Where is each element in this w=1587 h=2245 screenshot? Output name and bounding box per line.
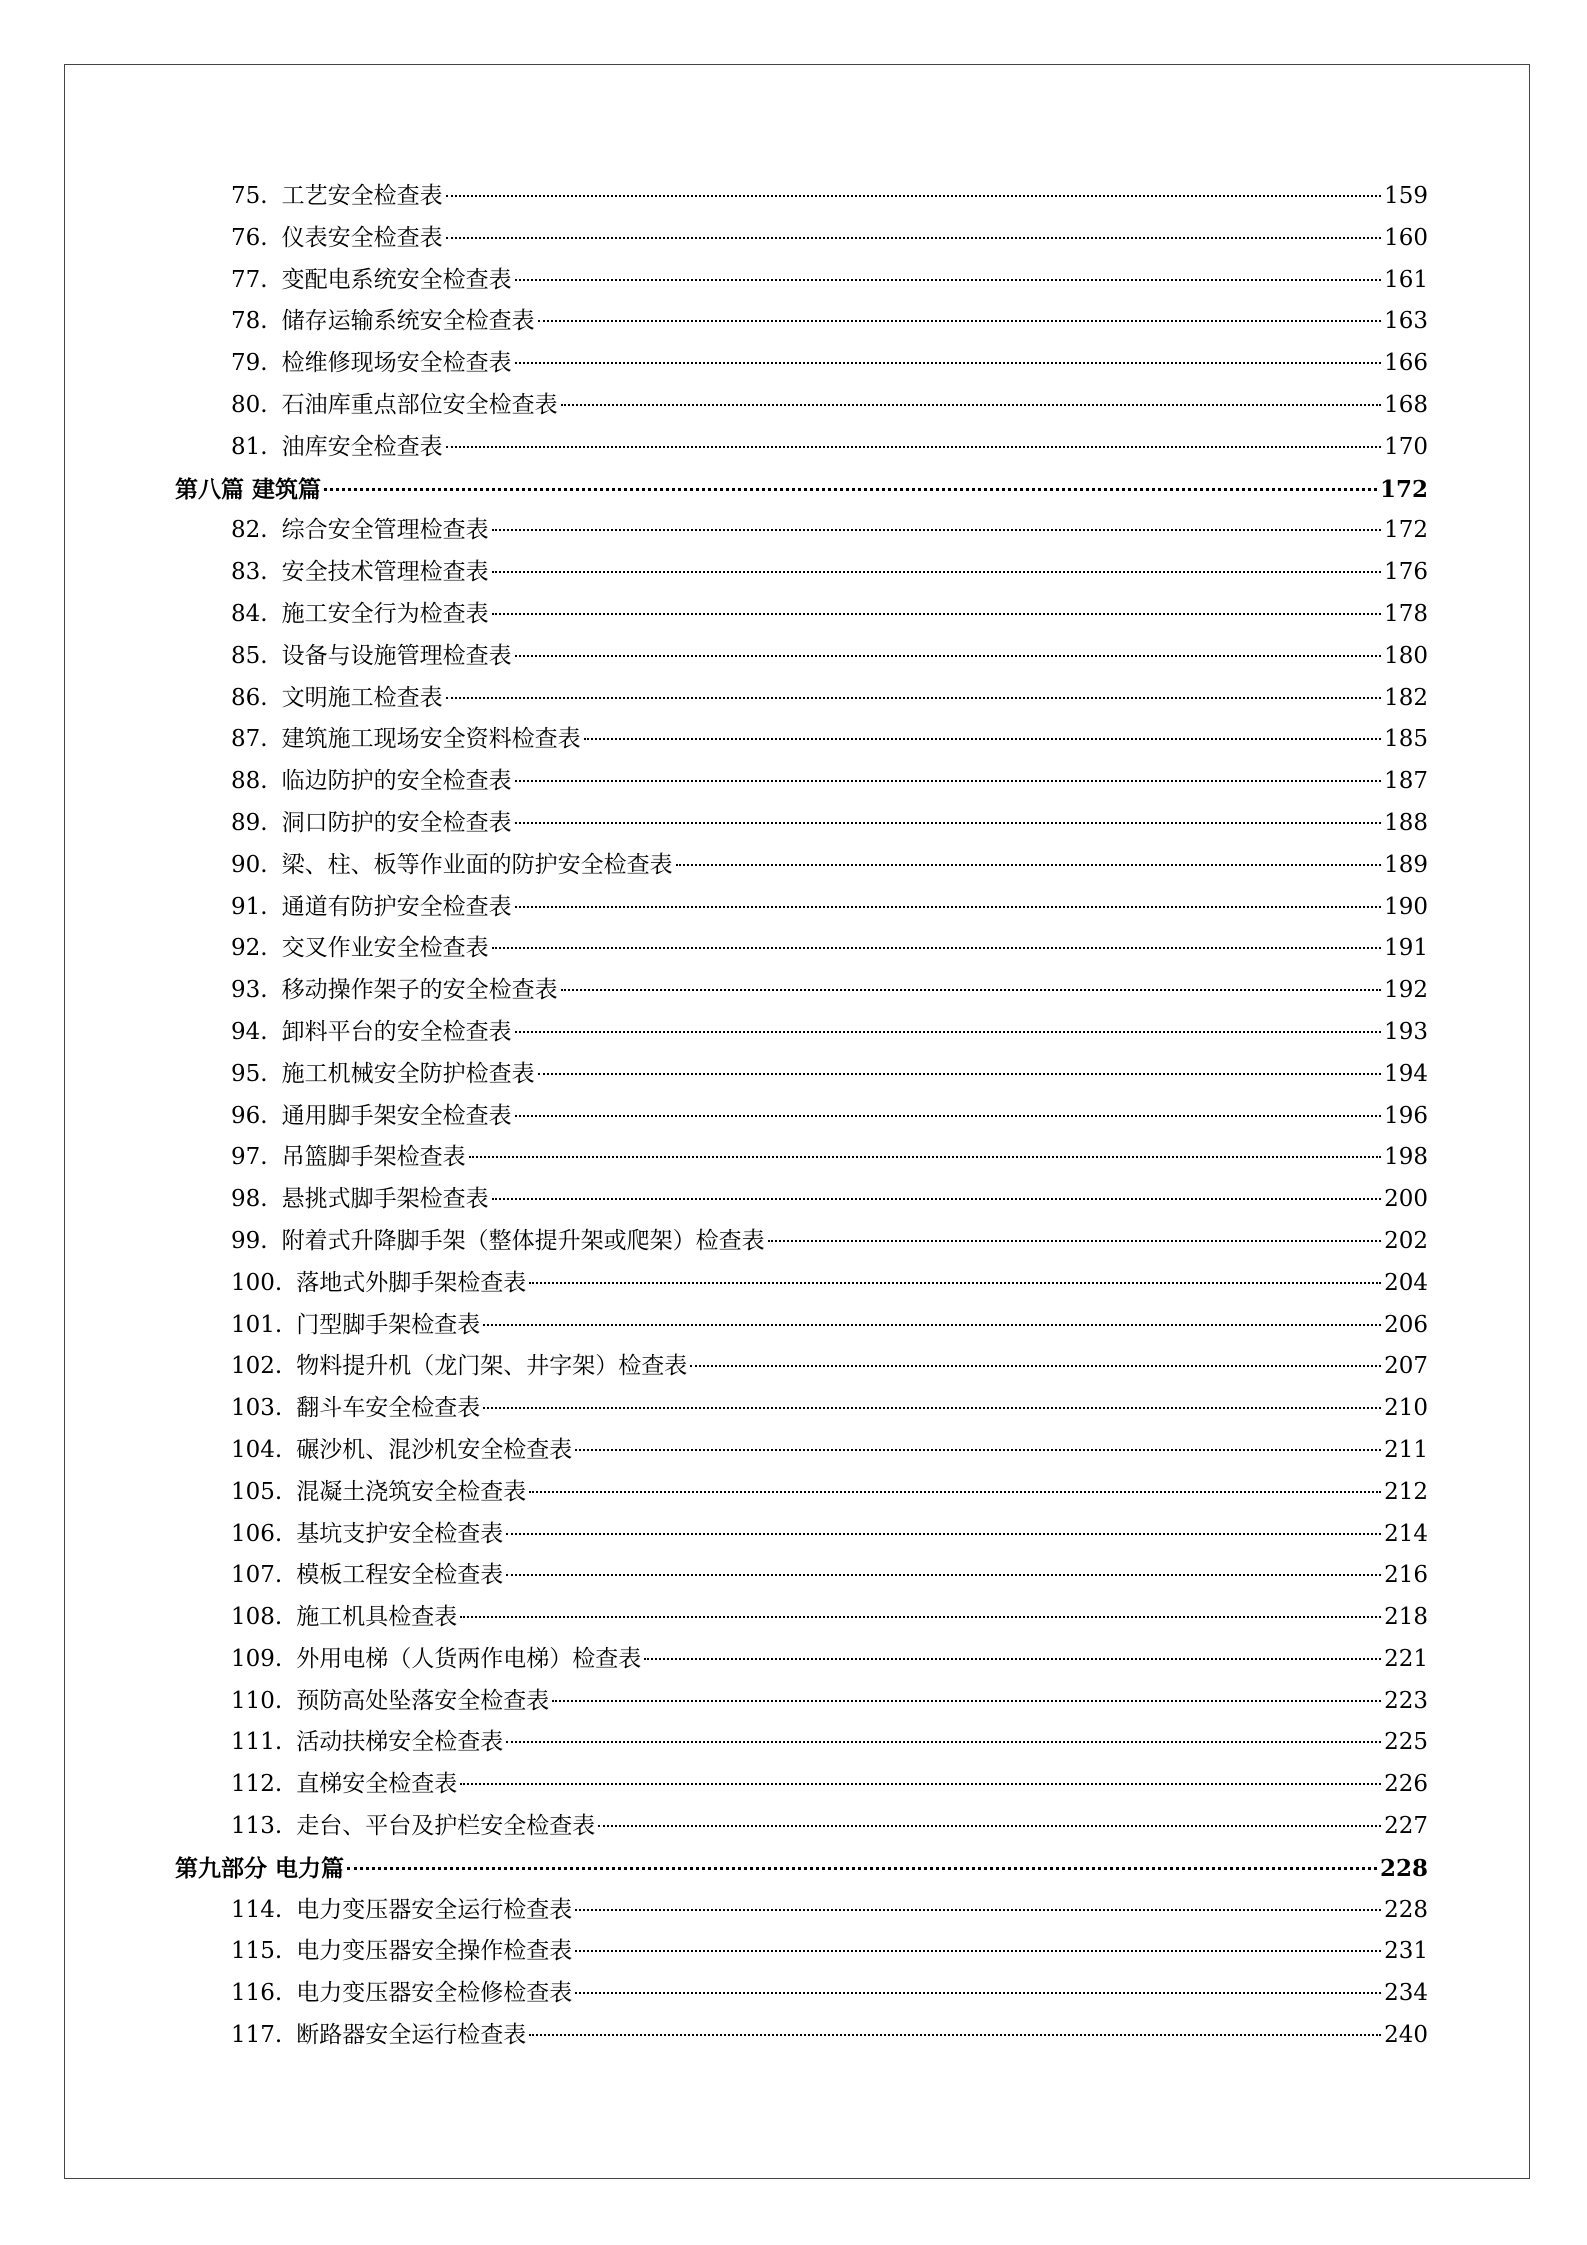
- toc-entry-title: 建筑施工现场安全资料检查表: [281, 726, 581, 753]
- toc-entry-title: 通用脚手架安全检查表: [281, 1102, 512, 1129]
- toc-page-number: 226: [1384, 1771, 1428, 1798]
- toc-entry[interactable]: [175, 510, 1428, 552]
- toc-page-number: 225: [1384, 1729, 1428, 1756]
- dot-leader: [506, 1574, 1381, 1576]
- dot-leader: [492, 947, 1382, 949]
- toc-entry-number: 94.: [231, 1018, 268, 1045]
- toc-entry-title: 交叉作业安全检查表: [281, 935, 489, 962]
- dot-leader: [515, 362, 1382, 364]
- toc-entry[interactable]: [175, 1890, 1428, 1932]
- toc-entry-title: 临边防护的安全检查表: [281, 768, 512, 795]
- toc-entry[interactable]: [175, 803, 1428, 845]
- toc-entry-number: 76.: [231, 224, 268, 251]
- toc-page-number: 214: [1384, 1520, 1428, 1547]
- table-of-contents: [175, 176, 1428, 2057]
- toc-entry-title: 洞口防护的安全检查表: [281, 809, 512, 836]
- toc-entry[interactable]: [175, 1388, 1428, 1430]
- toc-entry-title: 活动扶梯安全检查表: [296, 1729, 504, 1756]
- dot-leader: [515, 279, 1382, 281]
- toc-entry[interactable]: [175, 1221, 1428, 1263]
- dot-leader: [690, 1365, 1381, 1367]
- toc-entry[interactable]: [175, 1472, 1428, 1514]
- toc-entry[interactable]: [175, 1931, 1428, 1973]
- toc-entry-title: 第九部分 电力篇: [175, 1854, 345, 1882]
- toc-page-number: 163: [1384, 308, 1428, 335]
- toc-page-number: 206: [1384, 1311, 1428, 1338]
- toc-entry-title: 施工机械安全防护检查表: [281, 1060, 535, 1087]
- toc-page-number: 194: [1384, 1060, 1428, 1087]
- dot-leader: [529, 1491, 1381, 1493]
- dot-leader: [575, 1909, 1381, 1911]
- toc-entry-title: 工艺安全检查表: [281, 183, 443, 209]
- dot-leader: [529, 2034, 1381, 2036]
- toc-page-number: 172: [1384, 517, 1428, 544]
- toc-entry-number: 96.: [231, 1102, 268, 1129]
- toc-entry[interactable]: [175, 1430, 1428, 1472]
- toc-entry[interactable]: [175, 552, 1428, 594]
- dot-leader: [584, 738, 1382, 740]
- dot-leader: [768, 1240, 1382, 1242]
- toc-entry-number: 113.: [231, 1813, 283, 1840]
- toc-entry-number: 112.: [231, 1771, 283, 1798]
- toc-entry-title: 储存运输系统安全检查表: [281, 308, 535, 335]
- toc-entry-title: 走台、平台及护栏安全检查表: [296, 1813, 596, 1840]
- toc-entry[interactable]: [175, 427, 1428, 469]
- toc-page-number: 182: [1384, 684, 1428, 711]
- toc-entry[interactable]: [175, 385, 1428, 427]
- toc-entry-number: 75.: [231, 183, 268, 209]
- toc-entry-number: 87.: [231, 726, 268, 753]
- toc-entry-number: 83.: [231, 559, 268, 586]
- dot-leader: [515, 906, 1382, 908]
- toc-entry[interactable]: [175, 1305, 1428, 1347]
- toc-page-number: 204: [1384, 1269, 1428, 1296]
- toc-entry[interactable]: [175, 1096, 1428, 1138]
- toc-entry[interactable]: [175, 1012, 1428, 1054]
- toc-entry-number: 91.: [231, 893, 268, 920]
- toc-page-number: 223: [1384, 1687, 1428, 1714]
- toc-page-number: 168: [1384, 391, 1428, 418]
- toc-entry[interactable]: [175, 761, 1428, 803]
- toc-entry-title: 设备与设施管理检查表: [281, 642, 512, 669]
- toc-page-number: 172: [1379, 475, 1428, 503]
- dot-leader: [492, 1198, 1382, 1200]
- toc-entry-title: 基坑支护安全检查表: [296, 1520, 504, 1547]
- toc-entry-number: 101.: [231, 1311, 283, 1338]
- toc-page-number: 170: [1384, 433, 1428, 460]
- toc-entry-title: 安全技术管理检查表: [281, 559, 489, 586]
- toc-entry[interactable]: [175, 594, 1428, 636]
- toc-entry-number: 104.: [231, 1436, 283, 1463]
- toc-page-number: 234: [1384, 1980, 1428, 2007]
- dot-leader: [676, 864, 1382, 866]
- toc-page-number: 159: [1384, 183, 1428, 209]
- toc-page-number: 207: [1384, 1353, 1428, 1380]
- toc-page-number: 161: [1384, 266, 1428, 293]
- dot-leader: [506, 1533, 1381, 1535]
- toc-entry-title: 物料提升机（龙门架、井字架）检查表: [296, 1353, 688, 1380]
- toc-entry-title: 模板工程安全检查表: [296, 1562, 504, 1589]
- toc-entry-title: 电力变压器安全检修检查表: [296, 1980, 573, 2007]
- toc-entry-number: 116.: [231, 1980, 283, 2007]
- toc-entry-number: 98.: [231, 1186, 268, 1213]
- toc-page-number: 200: [1384, 1186, 1428, 1213]
- toc-page-number: 191: [1384, 935, 1428, 962]
- toc-entry-title: 梁、柱、板等作业面的防护安全检查表: [281, 851, 673, 878]
- toc-entry[interactable]: [175, 1263, 1428, 1305]
- toc-entry[interactable]: [175, 1514, 1428, 1556]
- dot-leader: [324, 488, 1377, 491]
- dot-leader: [515, 655, 1382, 657]
- toc-entry[interactable]: [175, 218, 1428, 260]
- toc-entry-number: 78.: [231, 308, 268, 335]
- toc-entry[interactable]: [175, 678, 1428, 720]
- toc-page-number: 216: [1384, 1562, 1428, 1589]
- toc-page-number: 166: [1384, 350, 1428, 377]
- toc-page-number: 240: [1384, 2022, 1428, 2049]
- toc-entry-number: 79.: [231, 350, 268, 377]
- toc-entry-number: 80.: [231, 391, 268, 418]
- toc-entry[interactable]: [175, 1137, 1428, 1179]
- toc-entry-title: 外用电梯（人货两作电梯）检查表: [296, 1645, 642, 1672]
- toc-page-number: 189: [1384, 851, 1428, 878]
- toc-entry-title: 综合安全管理检查表: [281, 517, 489, 544]
- toc-page-number: 202: [1384, 1227, 1428, 1254]
- toc-entry[interactable]: [175, 1681, 1428, 1723]
- dot-leader: [460, 1783, 1381, 1785]
- toc-entry-title: 移动操作架子的安全检查表: [281, 977, 558, 1004]
- toc-entry[interactable]: [175, 845, 1428, 887]
- toc-entry-title: 文明施工检查表: [281, 684, 443, 711]
- dot-leader: [515, 780, 1382, 782]
- toc-page-number: 212: [1384, 1478, 1428, 1505]
- toc-entry-title: 落地式外脚手架检查表: [296, 1269, 527, 1296]
- toc-entry-title: 附着式升降脚手架（整体提升架或爬架）检查表: [281, 1227, 765, 1254]
- toc-entry-title: 直梯安全检查表: [296, 1771, 458, 1798]
- toc-entry[interactable]: [175, 1639, 1428, 1681]
- toc-page-number: 185: [1384, 726, 1428, 753]
- toc-entry-number: 117.: [231, 2022, 283, 2049]
- dot-leader: [446, 237, 1382, 239]
- toc-entry[interactable]: [175, 928, 1428, 970]
- dot-leader: [492, 571, 1382, 573]
- dot-leader: [575, 1950, 1381, 1952]
- toc-entry-number: 89.: [231, 809, 268, 836]
- toc-entry[interactable]: [175, 1806, 1428, 1848]
- toc-page-number: 196: [1384, 1102, 1428, 1129]
- dot-leader: [469, 1156, 1382, 1158]
- toc-page-number: 187: [1384, 768, 1428, 795]
- dot-leader: [506, 1741, 1381, 1743]
- dot-leader: [575, 1992, 1381, 1994]
- toc-entry[interactable]: [175, 1346, 1428, 1388]
- toc-page-number: 160: [1384, 224, 1428, 251]
- dot-leader: [492, 529, 1382, 531]
- toc-entry[interactable]: [175, 176, 1428, 218]
- toc-page-number: 227: [1384, 1813, 1428, 1840]
- dot-leader: [446, 446, 1382, 448]
- toc-entry-number: 95.: [231, 1060, 268, 1087]
- toc-entry[interactable]: [175, 343, 1428, 385]
- toc-entry-title: 预防高处坠落安全检查表: [296, 1687, 550, 1714]
- toc-page-number: 228: [1379, 1854, 1428, 1882]
- toc-entry[interactable]: [175, 970, 1428, 1012]
- dot-leader: [538, 1073, 1382, 1075]
- dot-leader: [492, 613, 1382, 615]
- dot-leader: [515, 1031, 1382, 1033]
- toc-page-number: 176: [1384, 559, 1428, 586]
- toc-entry-title: 电力变压器安全运行检查表: [296, 1896, 573, 1923]
- dot-leader: [561, 404, 1382, 406]
- toc-entry[interactable]: [175, 1722, 1428, 1764]
- dot-leader: [644, 1658, 1381, 1660]
- dot-leader: [347, 1867, 1377, 1870]
- toc-page-number: 228: [1384, 1896, 1428, 1923]
- toc-entry-number: 84.: [231, 600, 268, 627]
- toc-entry[interactable]: [175, 1764, 1428, 1806]
- toc-entry-number: 103.: [231, 1395, 283, 1422]
- toc-entry-title: 门型脚手架检查表: [296, 1311, 481, 1338]
- toc-page-number: 192: [1384, 977, 1428, 1004]
- dot-leader: [598, 1825, 1381, 1827]
- toc-page-number: 211: [1384, 1436, 1428, 1463]
- toc-entry-number: 108.: [231, 1604, 283, 1631]
- toc-page-number: 178: [1384, 600, 1428, 627]
- toc-page-number: 221: [1384, 1645, 1428, 1672]
- toc-page-number: 193: [1384, 1018, 1428, 1045]
- toc-entry-title: 悬挑式脚手架检查表: [281, 1186, 489, 1213]
- toc-entry-title: 卸料平台的安全检查表: [281, 1018, 512, 1045]
- toc-entry-number: 102.: [231, 1353, 283, 1380]
- toc-page-number: 218: [1384, 1604, 1428, 1631]
- toc-section-heading[interactable]: [175, 1848, 1428, 1890]
- dot-leader: [515, 822, 1382, 824]
- dot-leader: [483, 1324, 1381, 1326]
- toc-entry[interactable]: [175, 2015, 1428, 2057]
- toc-entry[interactable]: [175, 1597, 1428, 1639]
- toc-entry-number: 97.: [231, 1144, 268, 1171]
- toc-entry-title: 石油库重点部位安全检查表: [281, 391, 558, 418]
- toc-entry-number: 111.: [231, 1729, 283, 1756]
- toc-entry-title: 油库安全检查表: [281, 433, 443, 460]
- toc-entry-number: 99.: [231, 1227, 268, 1254]
- dot-leader: [538, 320, 1382, 322]
- toc-section-heading[interactable]: [175, 469, 1428, 511]
- dot-leader: [446, 697, 1382, 699]
- toc-entry-number: 81.: [231, 433, 268, 460]
- toc-entry-number: 86.: [231, 684, 268, 711]
- toc-entry[interactable]: [175, 887, 1428, 929]
- toc-entry[interactable]: [175, 1555, 1428, 1597]
- dot-leader: [446, 195, 1382, 197]
- dot-leader: [575, 1449, 1381, 1451]
- toc-entry[interactable]: [175, 636, 1428, 678]
- toc-entry-number: 92.: [231, 935, 268, 962]
- toc-entry[interactable]: [175, 1179, 1428, 1221]
- toc-entry-title: 电力变压器安全操作检查表: [296, 1938, 573, 1965]
- toc-entry[interactable]: [175, 719, 1428, 761]
- toc-entry-number: 85.: [231, 642, 268, 669]
- toc-entry[interactable]: [175, 301, 1428, 343]
- toc-entry-title: 翻斗车安全检查表: [296, 1395, 481, 1422]
- toc-entry-title: 仪表安全检查表: [281, 224, 443, 251]
- toc-entry[interactable]: [175, 260, 1428, 302]
- toc-entry[interactable]: [175, 1054, 1428, 1096]
- toc-entry-number: 110.: [231, 1687, 283, 1714]
- dot-leader: [515, 1115, 1382, 1117]
- toc-entry-number: 107.: [231, 1562, 283, 1589]
- toc-entry-number: 115.: [231, 1938, 283, 1965]
- toc-entry-title: 施工机具检查表: [296, 1604, 458, 1631]
- toc-entry-title: 混凝土浇筑安全检查表: [296, 1478, 527, 1505]
- toc-page-number: 231: [1384, 1938, 1428, 1965]
- toc-page-number: 188: [1384, 809, 1428, 836]
- toc-page-number: 198: [1384, 1144, 1428, 1171]
- toc-page-number: 190: [1384, 893, 1428, 920]
- toc-entry-number: 109.: [231, 1645, 283, 1672]
- dot-leader: [529, 1282, 1381, 1284]
- dot-leader: [552, 1700, 1381, 1702]
- toc-entry-title: 断路器安全运行检查表: [296, 2022, 527, 2049]
- toc-page-number: 210: [1384, 1395, 1428, 1422]
- toc-entry-title: 吊篮脚手架检查表: [281, 1144, 466, 1171]
- dot-leader: [483, 1407, 1381, 1409]
- toc-entry-number: 88.: [231, 768, 268, 795]
- toc-entry-number: 100.: [231, 1269, 283, 1296]
- toc-entry-title: 检维修现场安全检查表: [281, 350, 512, 377]
- toc-entry-number: 77.: [231, 266, 268, 293]
- toc-entry-title: 碾沙机、混沙机安全检查表: [296, 1436, 573, 1463]
- toc-entry-title: 通道有防护安全检查表: [281, 893, 512, 920]
- toc-entry-number: 93.: [231, 977, 268, 1004]
- toc-entry-title: 变配电系统安全检查表: [281, 266, 512, 293]
- toc-entry-number: 82.: [231, 517, 268, 544]
- toc-entry-number: 90.: [231, 851, 268, 878]
- toc-entry-number: 114.: [231, 1896, 283, 1923]
- dot-leader: [460, 1616, 1381, 1618]
- toc-entry-title: 施工安全行为检查表: [281, 600, 489, 627]
- toc-entry[interactable]: [175, 1973, 1428, 2015]
- dot-leader: [561, 989, 1382, 991]
- toc-page-number: 180: [1384, 642, 1428, 669]
- toc-entry-title: 第八篇 建筑篇: [175, 475, 322, 503]
- toc-entry-number: 105.: [231, 1478, 283, 1505]
- toc-entry-number: 106.: [231, 1520, 283, 1547]
